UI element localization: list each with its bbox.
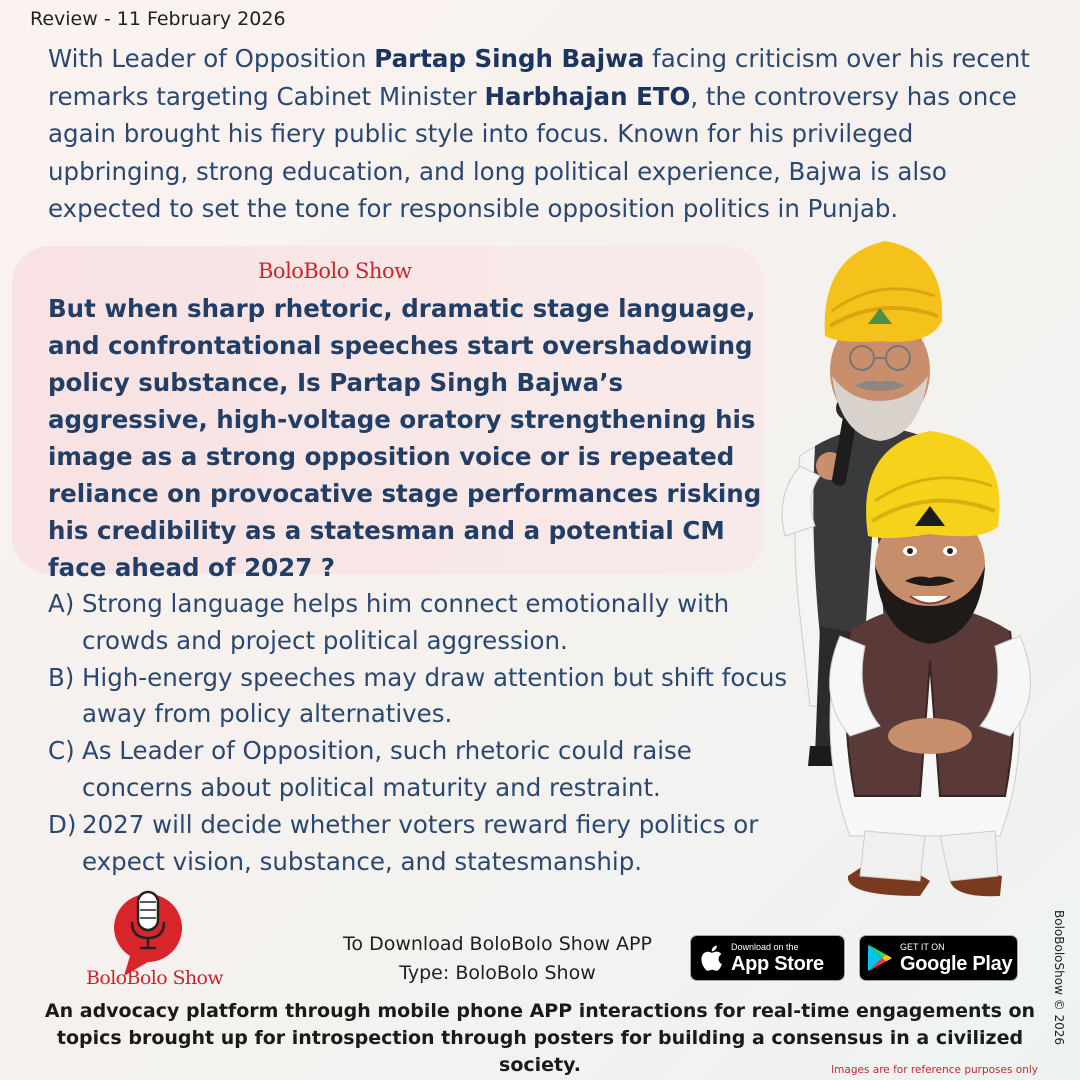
copyright-notice: BoloBoloShow © 2026 bbox=[1052, 910, 1066, 1046]
option-b bbox=[48, 660, 808, 734]
question-text: But when sharp rhetoric, dramatic stage language, and confrontational speeches start overshadowing policy substance, Is Partap Singh Bajwa’s aggressive, high-voltage oratory strengthening his image as a strong opposition voice or is repeated reliance on provocative stage performances risking his credibility as a statesman and a potential CM face ahead of 2027 ? bbox=[48, 294, 762, 582]
caricature-illustration bbox=[770, 236, 1040, 916]
review-date: Review - 11 February 2026 bbox=[30, 8, 286, 30]
option-letter: A) bbox=[48, 589, 75, 618]
option-a bbox=[48, 586, 808, 660]
option-c bbox=[48, 733, 808, 807]
option-text: 2027 will decide whether voters reward fiery politics or expect vision, substance, and statesmanship. bbox=[82, 809, 759, 876]
intro-text-2: facing criticism over his recent remarks targeting Cabinet Minister bbox=[48, 44, 1030, 111]
option-d bbox=[48, 807, 808, 881]
google-play-small-label: GET IT ON bbox=[900, 941, 945, 952]
option-letter: C) bbox=[48, 736, 75, 766]
option-text: High-energy speeches may draw attention but shift focus away from policy alternatives. bbox=[82, 662, 788, 729]
options-list bbox=[48, 586, 808, 880]
intro-paragraph bbox=[48, 40, 1053, 228]
google-play-button[interactable] bbox=[859, 935, 1018, 981]
option-text: As Leader of Opposition, such rhetoric could raise concerns about political maturity and restraint. bbox=[82, 736, 692, 802]
image-disclaimer: Images are for reference purposes only bbox=[831, 1064, 1038, 1076]
option-letter: B) bbox=[48, 662, 75, 692]
intro-name-bajwa: Partap Singh Bajwa bbox=[374, 44, 645, 73]
download-line-1: To Download BoloBolo Show APP bbox=[343, 933, 652, 955]
question-brand-label: BoloBolo Show bbox=[258, 259, 412, 283]
google-play-icon bbox=[860, 944, 900, 972]
download-line-2: Type: BoloBolo Show bbox=[399, 962, 596, 984]
apple-icon bbox=[691, 944, 731, 972]
intro-name-eto: Harbhajan ETO bbox=[484, 81, 691, 111]
intro-text-3: , the controversy has once again brought his fiery public style into focus. Known for his privileged upbringing, strong education, and long political experience, Bajwa is also expected to set the tone for responsible opposition politics in Punjab. bbox=[48, 81, 1017, 223]
platform-tagline: An advocacy platform through mobile phone APP interactions for real-time engagements on topics brought up for introspection through posters for building a consensus in a civilized society. bbox=[44, 1000, 1036, 1076]
option-letter: D) bbox=[48, 809, 77, 839]
download-instructions bbox=[320, 930, 675, 988]
app-store-small-label: Download on the bbox=[731, 941, 799, 952]
option-text: Strong language helps him connect emotionally with crowds and project political aggression. bbox=[82, 589, 730, 655]
app-store-button[interactable] bbox=[690, 935, 845, 981]
intro-text-1: With Leader of Opposition bbox=[48, 44, 375, 73]
logo-brand-text: BoloBolo Show bbox=[86, 967, 224, 989]
google-play-label: Google Play bbox=[900, 952, 1013, 975]
app-store-label: App Store bbox=[731, 952, 824, 975]
